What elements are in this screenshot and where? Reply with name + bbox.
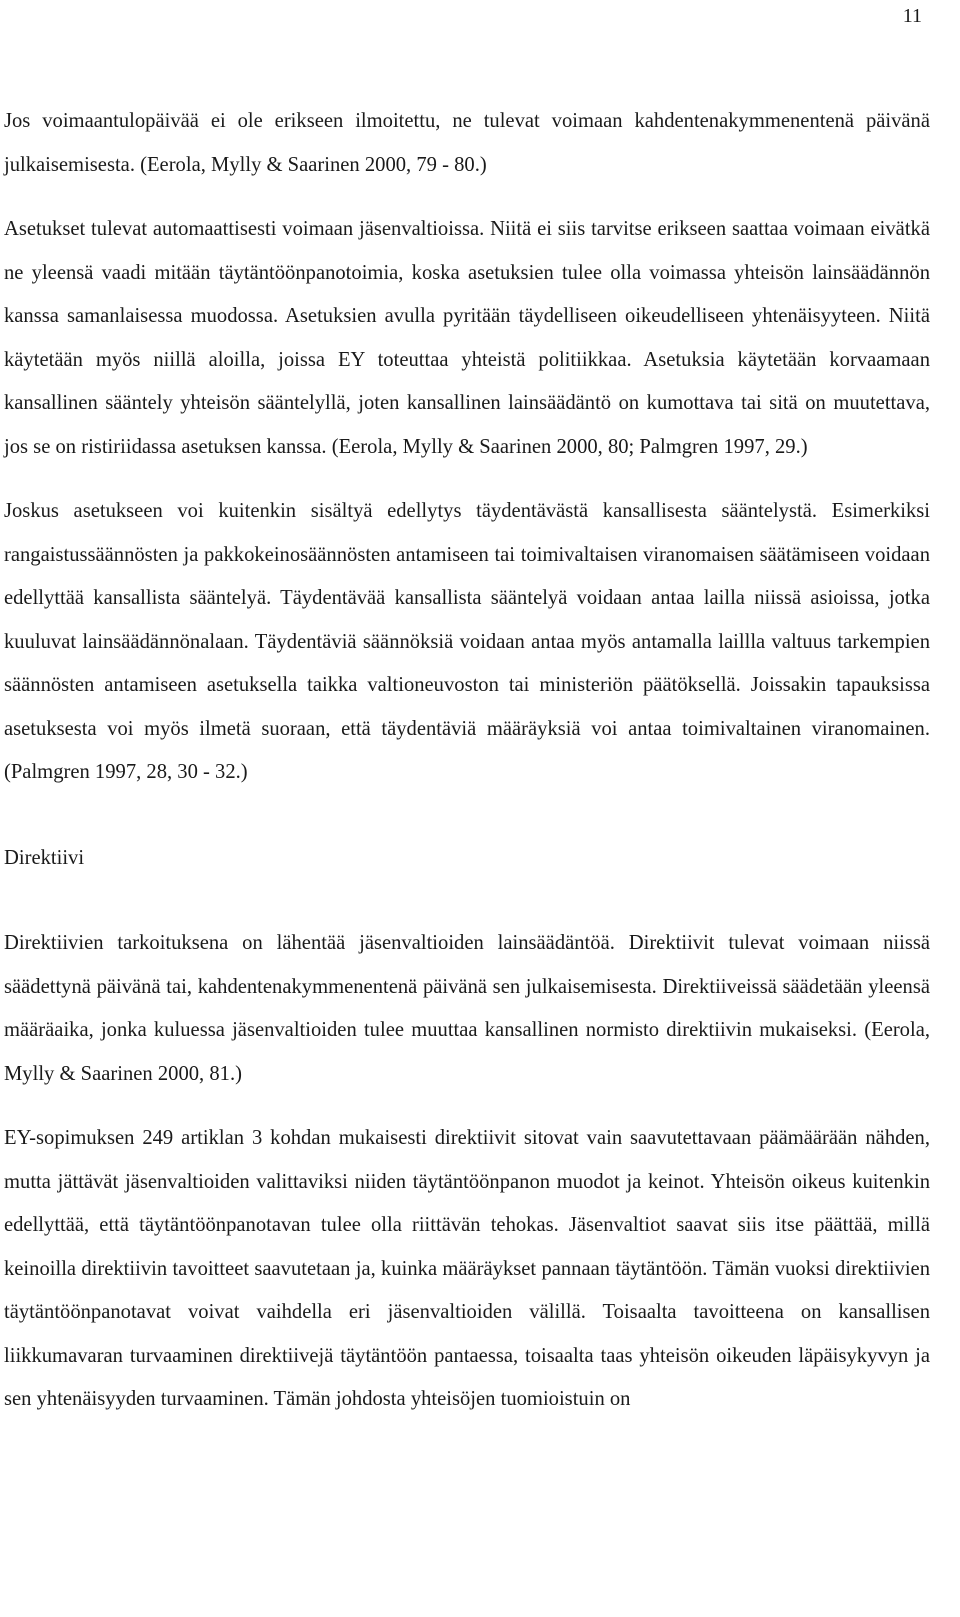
page-number: 11 — [902, 5, 922, 27]
paragraph-5: EY-sopimuksen 249 artiklan 3 kohdan mukaisesti direktiivit sitovat vain saavutettavaan päämäärään nähden, mutta jättävät jäsenvaltioiden valittaviksi niiden täytäntöönpanon muodot ja keinot. Yhteisön oikeus kuitenkin edellyttää, että täytäntöönpanotavan tulee olla riittävän tehokas. Jäsenvaltiot saavat siis itse päättää, millä keinoilla direktiivin tavoitteet saavutetaan ja, kuinka määräykset pannaan täytäntöön. Tämän vuoksi direktiivien täytäntöönpanotavat voivat vaihdella eri jäsenvaltioiden välillä. Toisaalta tavoitteena on kansallisen liikkumavaran turvaaminen direktiivejä täytäntöön pantaessa, toisaalta taas yhteisön oikeuden läpäisykyvyn ja sen yhtenäisyyden turvaaminen. Tämän johdosta yhteisöjen tuomioistuin on — [4, 1127, 930, 1410]
section-heading: Direktiivi — [4, 846, 85, 869]
paragraph-2: Asetukset tulevat automaattisesti voimaan jäsenvaltioissa. Niitä ei siis tarvitse erikseen saattaa voimaan eivätkä ne yleensä vaadi mitään täytäntöönpanotoimia, koska asetuksien tulee olla voimassa yhteisön lainsäädännön kanssa samanlaisessa muodossa. Asetuksien avulla pyritään täydelliseen oikeudelliseen yhtenäisyyteen. Niitä käytetään myös niillä aloilla, joissa EY toteuttaa yhteistä politiikkaa. Asetuksia käytetään korvaamaan kansallinen sääntely yhteisön sääntelyllä, joten kansallinen lainsäädäntö on kumottava tai sitä on muutettava, jos se on ristiriidassa asetuksen kanssa. (Eerola, Mylly & Saarinen 2000, 80; Palmgren 1997, 29.) — [4, 218, 930, 458]
paragraph-1: Jos voimaantulopäivää ei ole erikseen ilmoitettu, ne tulevat voimaan kahdentenakymmenentenä päivänä julkaisemisesta. (Eerola, Mylly & Saarinen 2000, 79 - 80.) — [4, 110, 930, 176]
document-body — [4, 100, 930, 1422]
paragraph-3: Joskus asetukseen voi kuitenkin sisältyä edellytys täydentävästä kansallisesta sääntelystä. Esimerkiksi rangaistussäännösten ja pakkokeinosäännösten antamiseen tai toimivaltaisen viranomaisen säätämiseen voidaan edellyttää kansallista sääntelyä. Täydentävää kansallista sääntelyä voidaan antaa lailla niissä asioissa, jotka kuuluvat lainsäädännönalaan. Täydentäviä säännöksiä voidaan antaa myös antamalla laillla valtuus tarkempien säännösten antamiseen asetuksella taikka valtioneuvoston tai ministeriön päätöksellä. Joissakin tapauksissa asetuksesta voi myös ilmetä suoraan, että täydentäviä määräyksiä voi antaa toimivaltainen viranomainen. (Palmgren 1997, 28, 30 - 32.) — [4, 500, 930, 783]
paragraph-4: Direktiivien tarkoituksena on lähentää jäsenvaltioiden lainsäädäntöä. Direktiivit tulevat voimaan niissä säädettynä päivänä tai, kahdentenakymmenentenä päivänä sen julkaisemisesta. Direktiiveissä säädetään yleensä määräaika, jonka kuluessa jäsenvaltioiden tulee muuttaa kansallinen normisto direktiivin mukaiseksi. (Eerola, Mylly & Saarinen 2000, 81.) — [4, 932, 930, 1085]
